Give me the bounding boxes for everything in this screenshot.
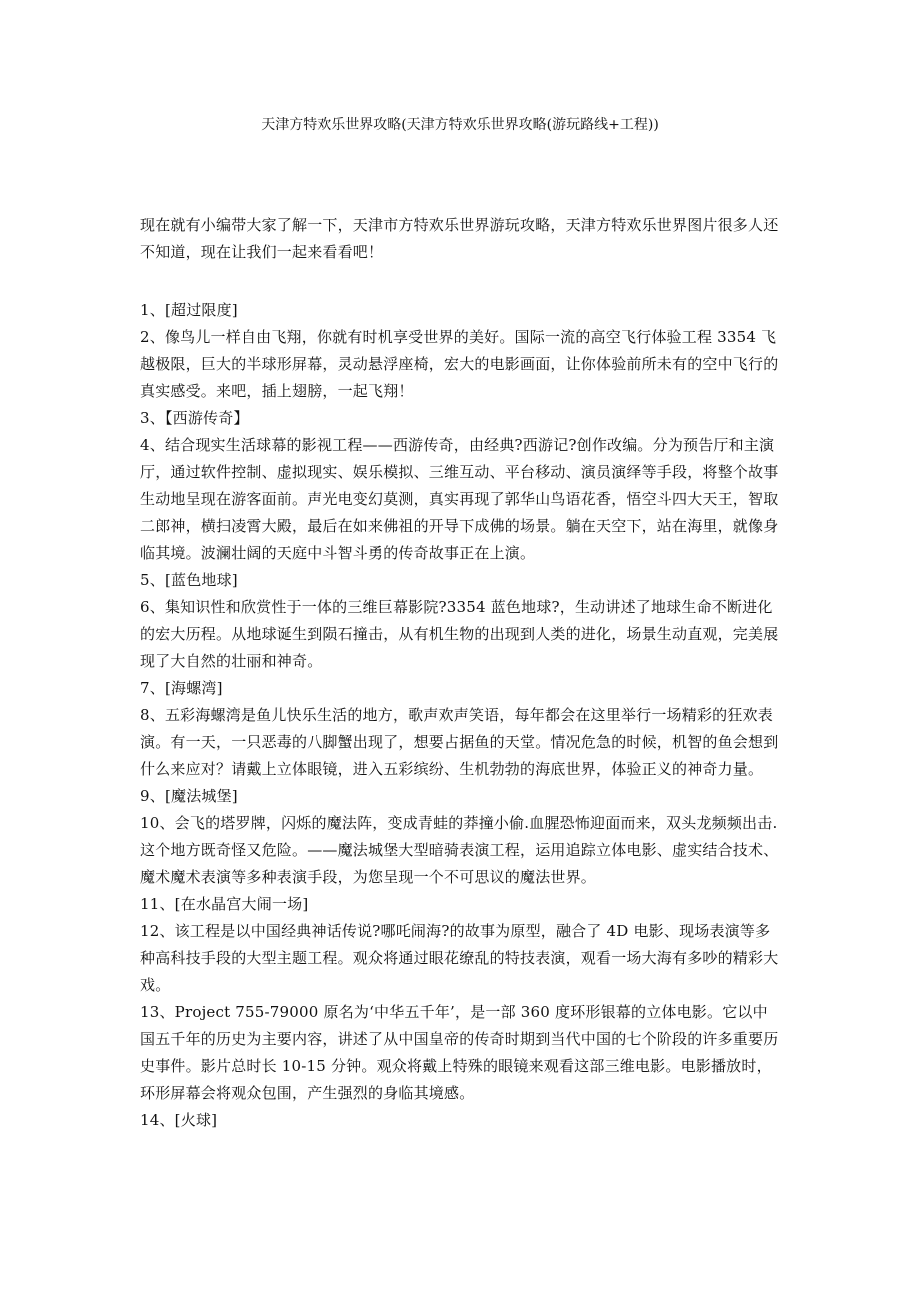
section-text-13: 13、Project 755-79000 原名为‘中华五千年’，是一部 360 度环形银幕的立体电影。它以中国五千年的历史为主要内容，讲述了从中国皇帝的传奇时期到当代中国的七个阶段的许多重要历史事件。影片总时长 10-15 分钟。观众将戴上特殊的眼镜来观看这部三维电影。电影播放时，环形屏幕会将观众包围，产生强烈的身临其境感。 (140, 1003, 779, 1102)
section-heading-7: 7、[海螺湾] (140, 679, 223, 697)
section-heading-5: 5、[蓝色地球] (140, 571, 238, 589)
section-heading-11: 11、[在水晶宫大闹一场] (140, 895, 309, 913)
section-text-6: 6、集知识性和欣赏性于一体的三维巨幕影院?3354 蓝色地球?，生动讲述了地球生命不断进化的宏大历程。从地球诞生到陨石撞击，从有机生物的出现到人类的进化，场景生动直观，完美展现了大自然的壮丽和神奇。 (140, 598, 779, 670)
section-heading-1: 1、[超过限度] (140, 301, 238, 319)
section-text-4: 4、结合现实生活球幕的影视工程——西游传奇，由经典?西游记?创作改编。分为预告厅和主演厅，通过软件控制、虚拟现实、娱乐模拟、三维互动、平台移动、演员演绎等手段，将整个故事生动地呈现在游客面前。声光电变幻莫测，真实再现了郭华山鸟语花香，悟空斗四大天王，智取二郎神，横扫凌霄大殿，最后在如来佛祖的开导下成佛的场景。躺在天空下，站在海里，就像身临其境。波澜壮阔的天庭中斗智斗勇的传奇故事正在上演。 (140, 436, 779, 562)
section-text-2: 2、像鸟儿一样自由飞翔，你就有时机享受世界的美好。国际一流的高空飞行体验工程 3354 飞越极限，巨大的半球形屏幕，灵动悬浮座椅，宏大的电影画面，让你体验前所未有的空中飞行的真实感受。来吧，插上翅膀，一起飞翔！ (140, 328, 779, 400)
document-body (140, 212, 782, 1134)
section-heading-9: 9、[魔法城堡] (140, 787, 238, 805)
section-heading-14: 14、[火球] (140, 1111, 218, 1129)
section-text-10: 10、会飞的塔罗牌，闪烁的魔法阵，变成青蛙的莽撞小偷.血腥恐怖迎面而来，双头龙频频出击.这个地方既奇怪又危险。——魔法城堡大型暗骑表演工程，运用追踪立体电影、虚实结合技术、魔术魔术表演等多种表演手段，为您呈现一个不可思议的魔法世界。 (140, 814, 779, 886)
section-text-8: 8、五彩海螺湾是鱼儿快乐生活的地方，歌声欢声笑语，每年都会在这里举行一场精彩的狂欢表演。有一天，一只恶毒的八脚蟹出现了，想要占据鱼的天堂。情况危急的时候，机智的鱼会想到什么来应对？请戴上立体眼镜，进入五彩缤纷、生机勃勃的海底世界，体验正义的神奇力量。 (140, 706, 779, 778)
section-heading-3: 3、【西游传奇】 (140, 409, 249, 427)
document-title: 天津方特欢乐世界攻略(天津方特欢乐世界攻略(游玩路线+工程)) (261, 117, 659, 133)
intro-paragraph: 现在就有小编带大家了解一下，天津市方特欢乐世界游玩攻略，天津方特欢乐世界图片很多人还不知道，现在让我们一起来看看吧！ (140, 216, 779, 261)
section-text-12: 12、该工程是以中国经典神话传说?哪吒闹海?的故事为原型，融合了 4D 电影、现场表演等多种高科技手段的大型主题工程。观众将通过眼花缭乱的特技表演，观看一场大海有多吵的精彩大戏。 (140, 922, 779, 994)
